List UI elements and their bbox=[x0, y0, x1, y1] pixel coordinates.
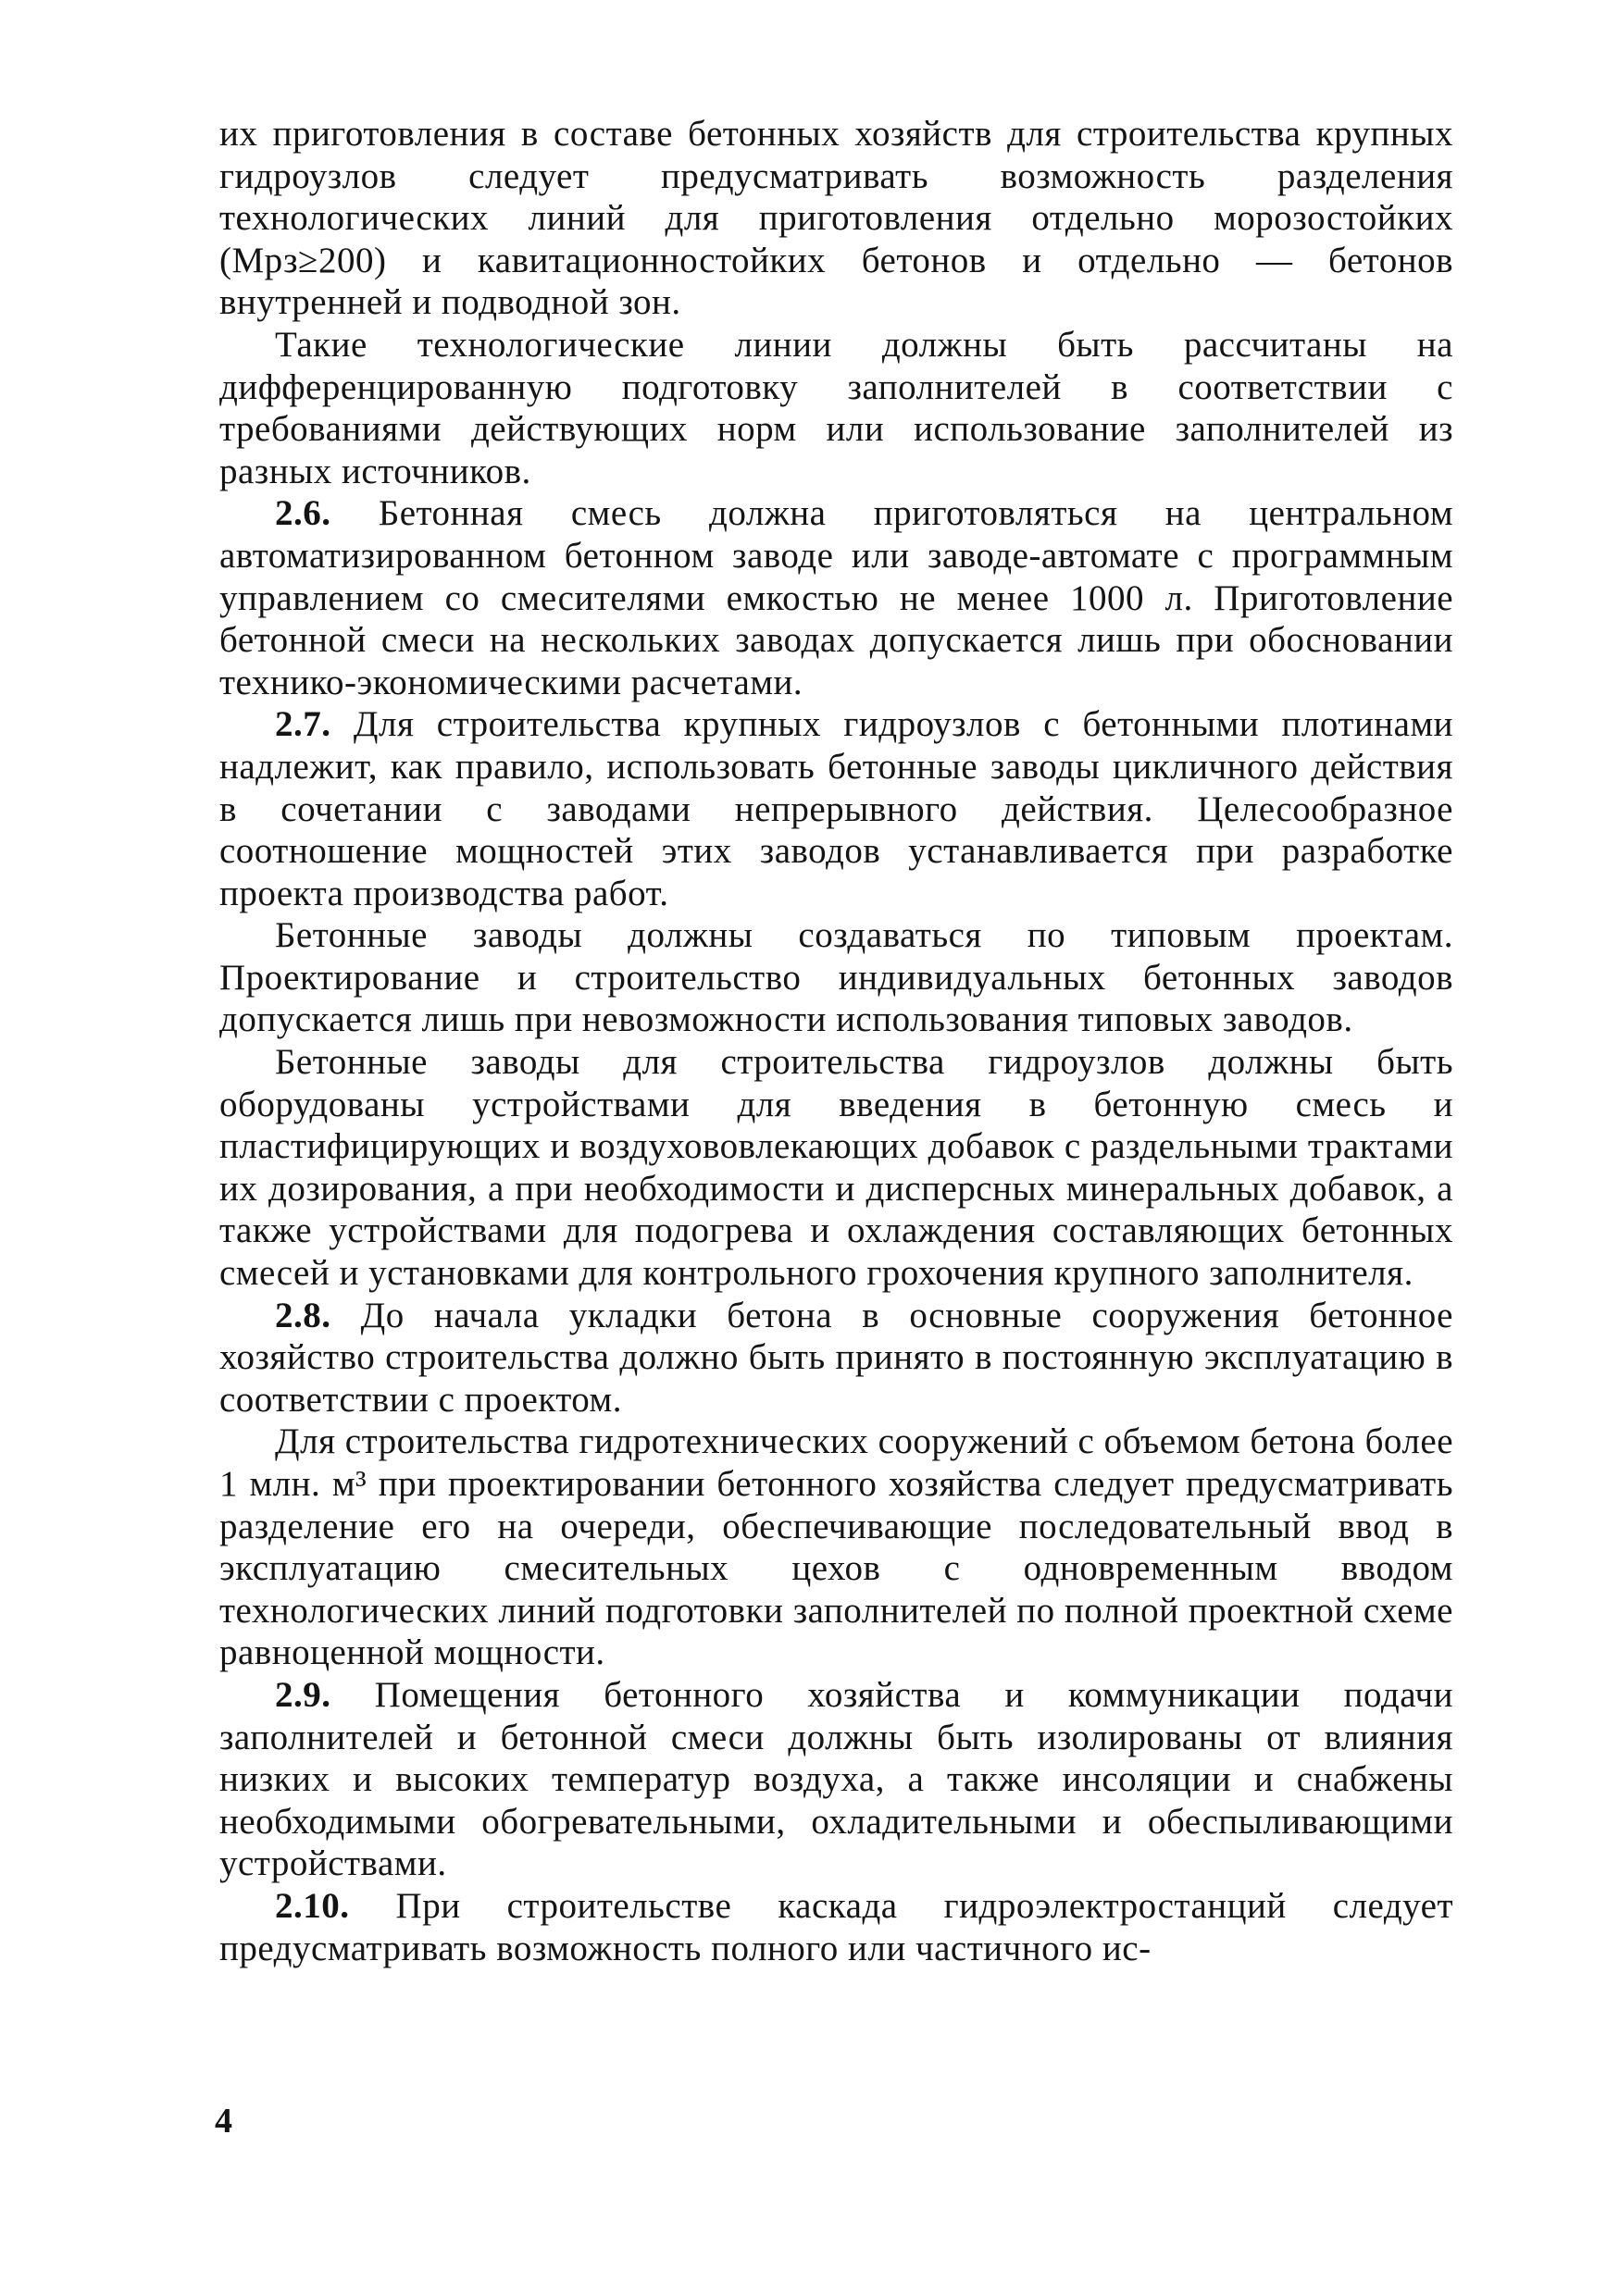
paragraph-text: Такие технологические линии должны быть рассчитаны на дифференцированную подготовку заполнителей в соответствии с требованиями действующих норм или использование заполнителей из разных источников. bbox=[219, 324, 1453, 491]
section-number: 2.7. bbox=[275, 704, 331, 745]
paragraph-text: При строительстве каскада гидроэлектростанций следует предусматривать возможность полного или частичного ис- bbox=[219, 1885, 1453, 1968]
paragraph-2 bbox=[219, 324, 1453, 492]
paragraph-typical-plants bbox=[219, 914, 1453, 1041]
section-number: 2.10. bbox=[275, 1885, 350, 1926]
paragraph-text: Бетонные заводы для строительства гидроузлов должны быть оборудованы устройствами для введения в бетонную смесь и пластифицирующих и воздухововлекающих добавок с раздельными трактами их дозирования, а при необходимости и дисперсных минеральных добавок, а также устройствами для подогрева и охлаждения составляющих бетонных смесей и установками для контрольного грохочения крупного заполнителя. bbox=[219, 1042, 1453, 1294]
paragraph-text: их приготовления в составе бетонных хозяйств для строительства крупных гидроузлов следует предусматривать возможность разделения технологических линий для приготовления отдельно морозостойких (Мрз≥200) и кавитационностойких бетонов и отдельно — бетонов внутренней и подводной зон. bbox=[219, 114, 1453, 323]
paragraph-text: До начала укладки бетона в основные сооружения бетонное хозяйство строительства должно быть принято в постоянную эксплуатацию в соответствии с проектом. bbox=[219, 1295, 1453, 1420]
paragraph-2-7 bbox=[219, 703, 1453, 914]
section-number: 2.8. bbox=[275, 1295, 331, 1335]
page-number: 4 bbox=[215, 2102, 232, 2141]
paragraph-2-9 bbox=[219, 1674, 1453, 1885]
paragraph-text: Помещения бетонного хозяйства и коммуникации подачи заполнителей и бетонной смеси должны быть изолированы от влияния низких и высоких температур воздуха, а также инсоляции и снабжены необходимыми обогревательными, охладительными и обеспыливающими устройствами. bbox=[219, 1674, 1453, 1884]
paragraph-text: Для строительства крупных гидроузлов с бетонными плотинами надлежит, как правило, использовать бетонные заводы цикличного действия в сочетании с заводами непрерывного действия. Целесообразное соотношение мощностей этих заводов устанавливается при разработке проекта производства работ. bbox=[219, 704, 1453, 913]
paragraph-text: Для строительства гидротехнических сооружений с объемом бетона более 1 млн. м³ при проектировании бетонного хозяйства следует предусматривать разделение его на очереди, обеспечивающие последовательный ввод в эксплуатацию смесительных цехов с одновременным вводом технологических линий подготовки заполнителей по полной проектной схеме равноценной мощности. bbox=[219, 1421, 1453, 1673]
paragraph-1 bbox=[219, 113, 1453, 324]
section-number: 2.9. bbox=[275, 1674, 331, 1715]
paragraph-text: Бетонные заводы должны создаваться по типовым проектам. Проектирование и строительство индивидуальных бетонных заводов допускается лишь при невозможности использования типовых заводов. bbox=[219, 915, 1453, 1040]
document-body bbox=[219, 113, 1453, 1969]
paragraph-2-8 bbox=[219, 1295, 1453, 1421]
paragraph-plant-equipment bbox=[219, 1041, 1453, 1295]
paragraph-2-6 bbox=[219, 492, 1453, 703]
section-number: 2.6. bbox=[275, 493, 331, 534]
paragraph-2-10 bbox=[219, 1885, 1453, 1969]
paragraph-staging bbox=[219, 1421, 1453, 1674]
paragraph-text: Бетонная смесь должна приготовляться на центральном автоматизированном бетонном заводе или заводе-автомате с программным управлением со смесителями емкостью не менее 1000 л. Приготовление бетонной смеси на нескольких заводах допускается лишь при обосновании технико-экономическими расчетами. bbox=[219, 493, 1453, 702]
